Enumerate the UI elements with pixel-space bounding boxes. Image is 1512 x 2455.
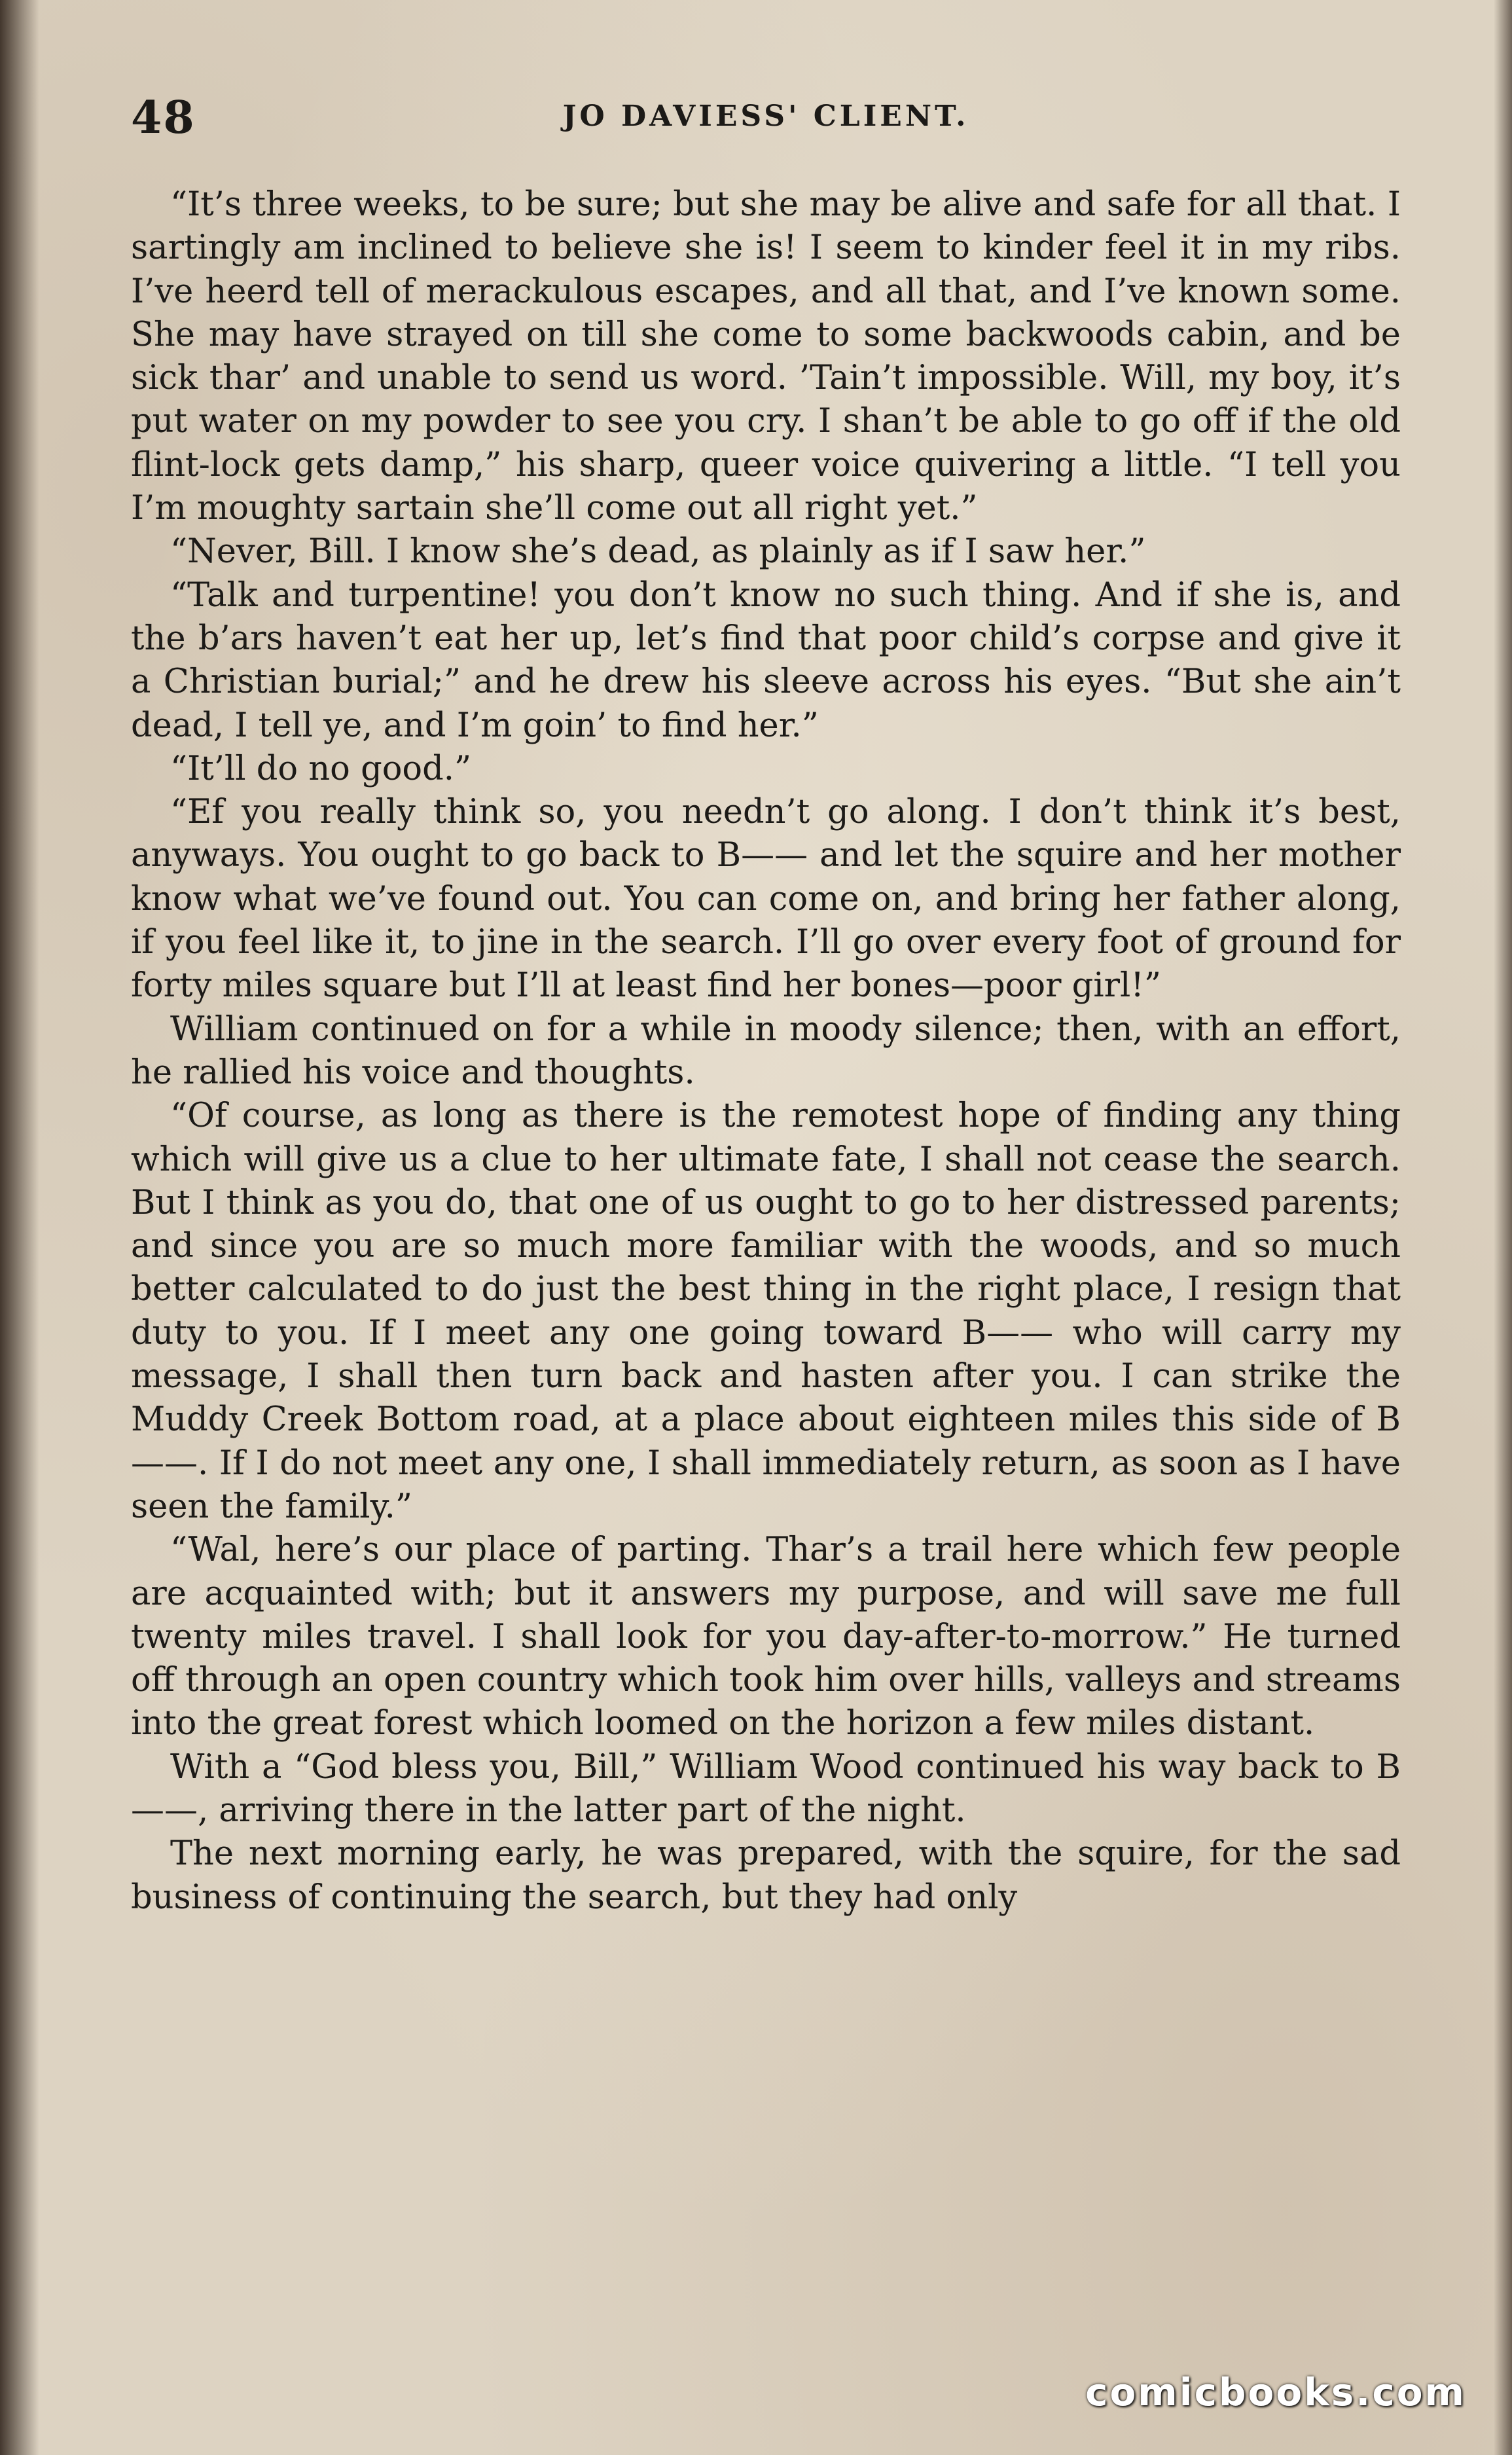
watermark: comicbooks.com: [1085, 2370, 1466, 2414]
paragraph: “Ef you really think so, you needn’t go along. I don’t think it’s best, anyways. You ought to go back to B—— and let the squire and her mother know what we’ve found out. You can come on, and bring her father along, if you feel like it, to jine in the search. I’ll go over every foot of ground for forty miles square but I’ll at least find her bones—poor girl!”: [131, 793, 1401, 1006]
paragraph: William continued on for a while in moody silence; then, with an effort, he rallied his voice and thoughts.: [131, 1009, 1401, 1092]
body-text: [131, 183, 1401, 1919]
paragraph: “Wal, here’s our place of parting. Thar’s a trail here which few people are acquainted with; but it answers my purpose, and will save me full twenty miles travel. I shall look for you day-after-to-morrow.” He turned off through an open country which took him over hills, valleys and streams into the great forest which loomed on the horizon a few miles distant.: [131, 1531, 1401, 1743]
paragraph: “It’s three weeks, to be sure; but she may be alive and safe for all that. I sartingly am inclined to believe she is! I seem to kinder feel it in my ribs. I’ve heerd tell of merackulous escapes, and all that, and I’ve known some. She may have strayed on till she come to some backwoods cabin, and be sick thar’ and unable to send us word. ’Tain’t impossible. Will, my boy, it’s put water on my powder to see you cry. I shan’t be able to go off if the old flint-lock gets damp,” his sharp, queer voice quivering a little. “I tell you I’m moughty sartain she’ll come out all right yet.”: [131, 185, 1401, 528]
page-edge-shadow-left: [0, 0, 39, 2455]
running-head: JO DAVIESS' CLIENT.: [562, 100, 969, 133]
paragraph: The next morning early, he was prepared, with the squire, for the sad business of continuing the search, but they had only: [131, 1834, 1401, 1917]
paragraph: “It’ll do no good.”: [170, 749, 472, 788]
page-edge-shadow-right: [1494, 0, 1512, 2455]
page-number: 48: [131, 92, 196, 144]
paragraph: “Never, Bill. I know she’s dead, as plainly as if I saw her.”: [170, 532, 1146, 572]
paragraph: With a “God bless you, Bill,” William Wood continued his way back to B——, arriving there in the latter part of the night.: [131, 1747, 1401, 1830]
page-header: [131, 92, 1401, 151]
paragraph: “Of course, as long as there is the remotest hope of finding any thing which will give us a clue to her ultimate fate, I shall not cease the search. But I think as you do, that one of us ought to go to her distressed parents; and since you are so much more familiar with the woods, and so much better calculated to do just the best thing in the right place, I resign that duty to you. If I meet any one going toward B—— who will carry my message, I shall then turn back and hasten after you. I can strike the Muddy Creek Bottom road, at a place about eighteen miles this side of B——. If I do not meet any one, I shall immediately return, as soon as I have seen the family.”: [131, 1097, 1401, 1526]
paragraph: “Talk and turpentine! you don’t know no such thing. And if she is, and the b’ars haven’t eat her up, let’s find that poor child’s corpse and give it a Christian burial;” and he drew his sleeve across his eyes. “But she ain’t dead, I tell ye, and I’m goin’ to find her.”: [131, 575, 1401, 745]
